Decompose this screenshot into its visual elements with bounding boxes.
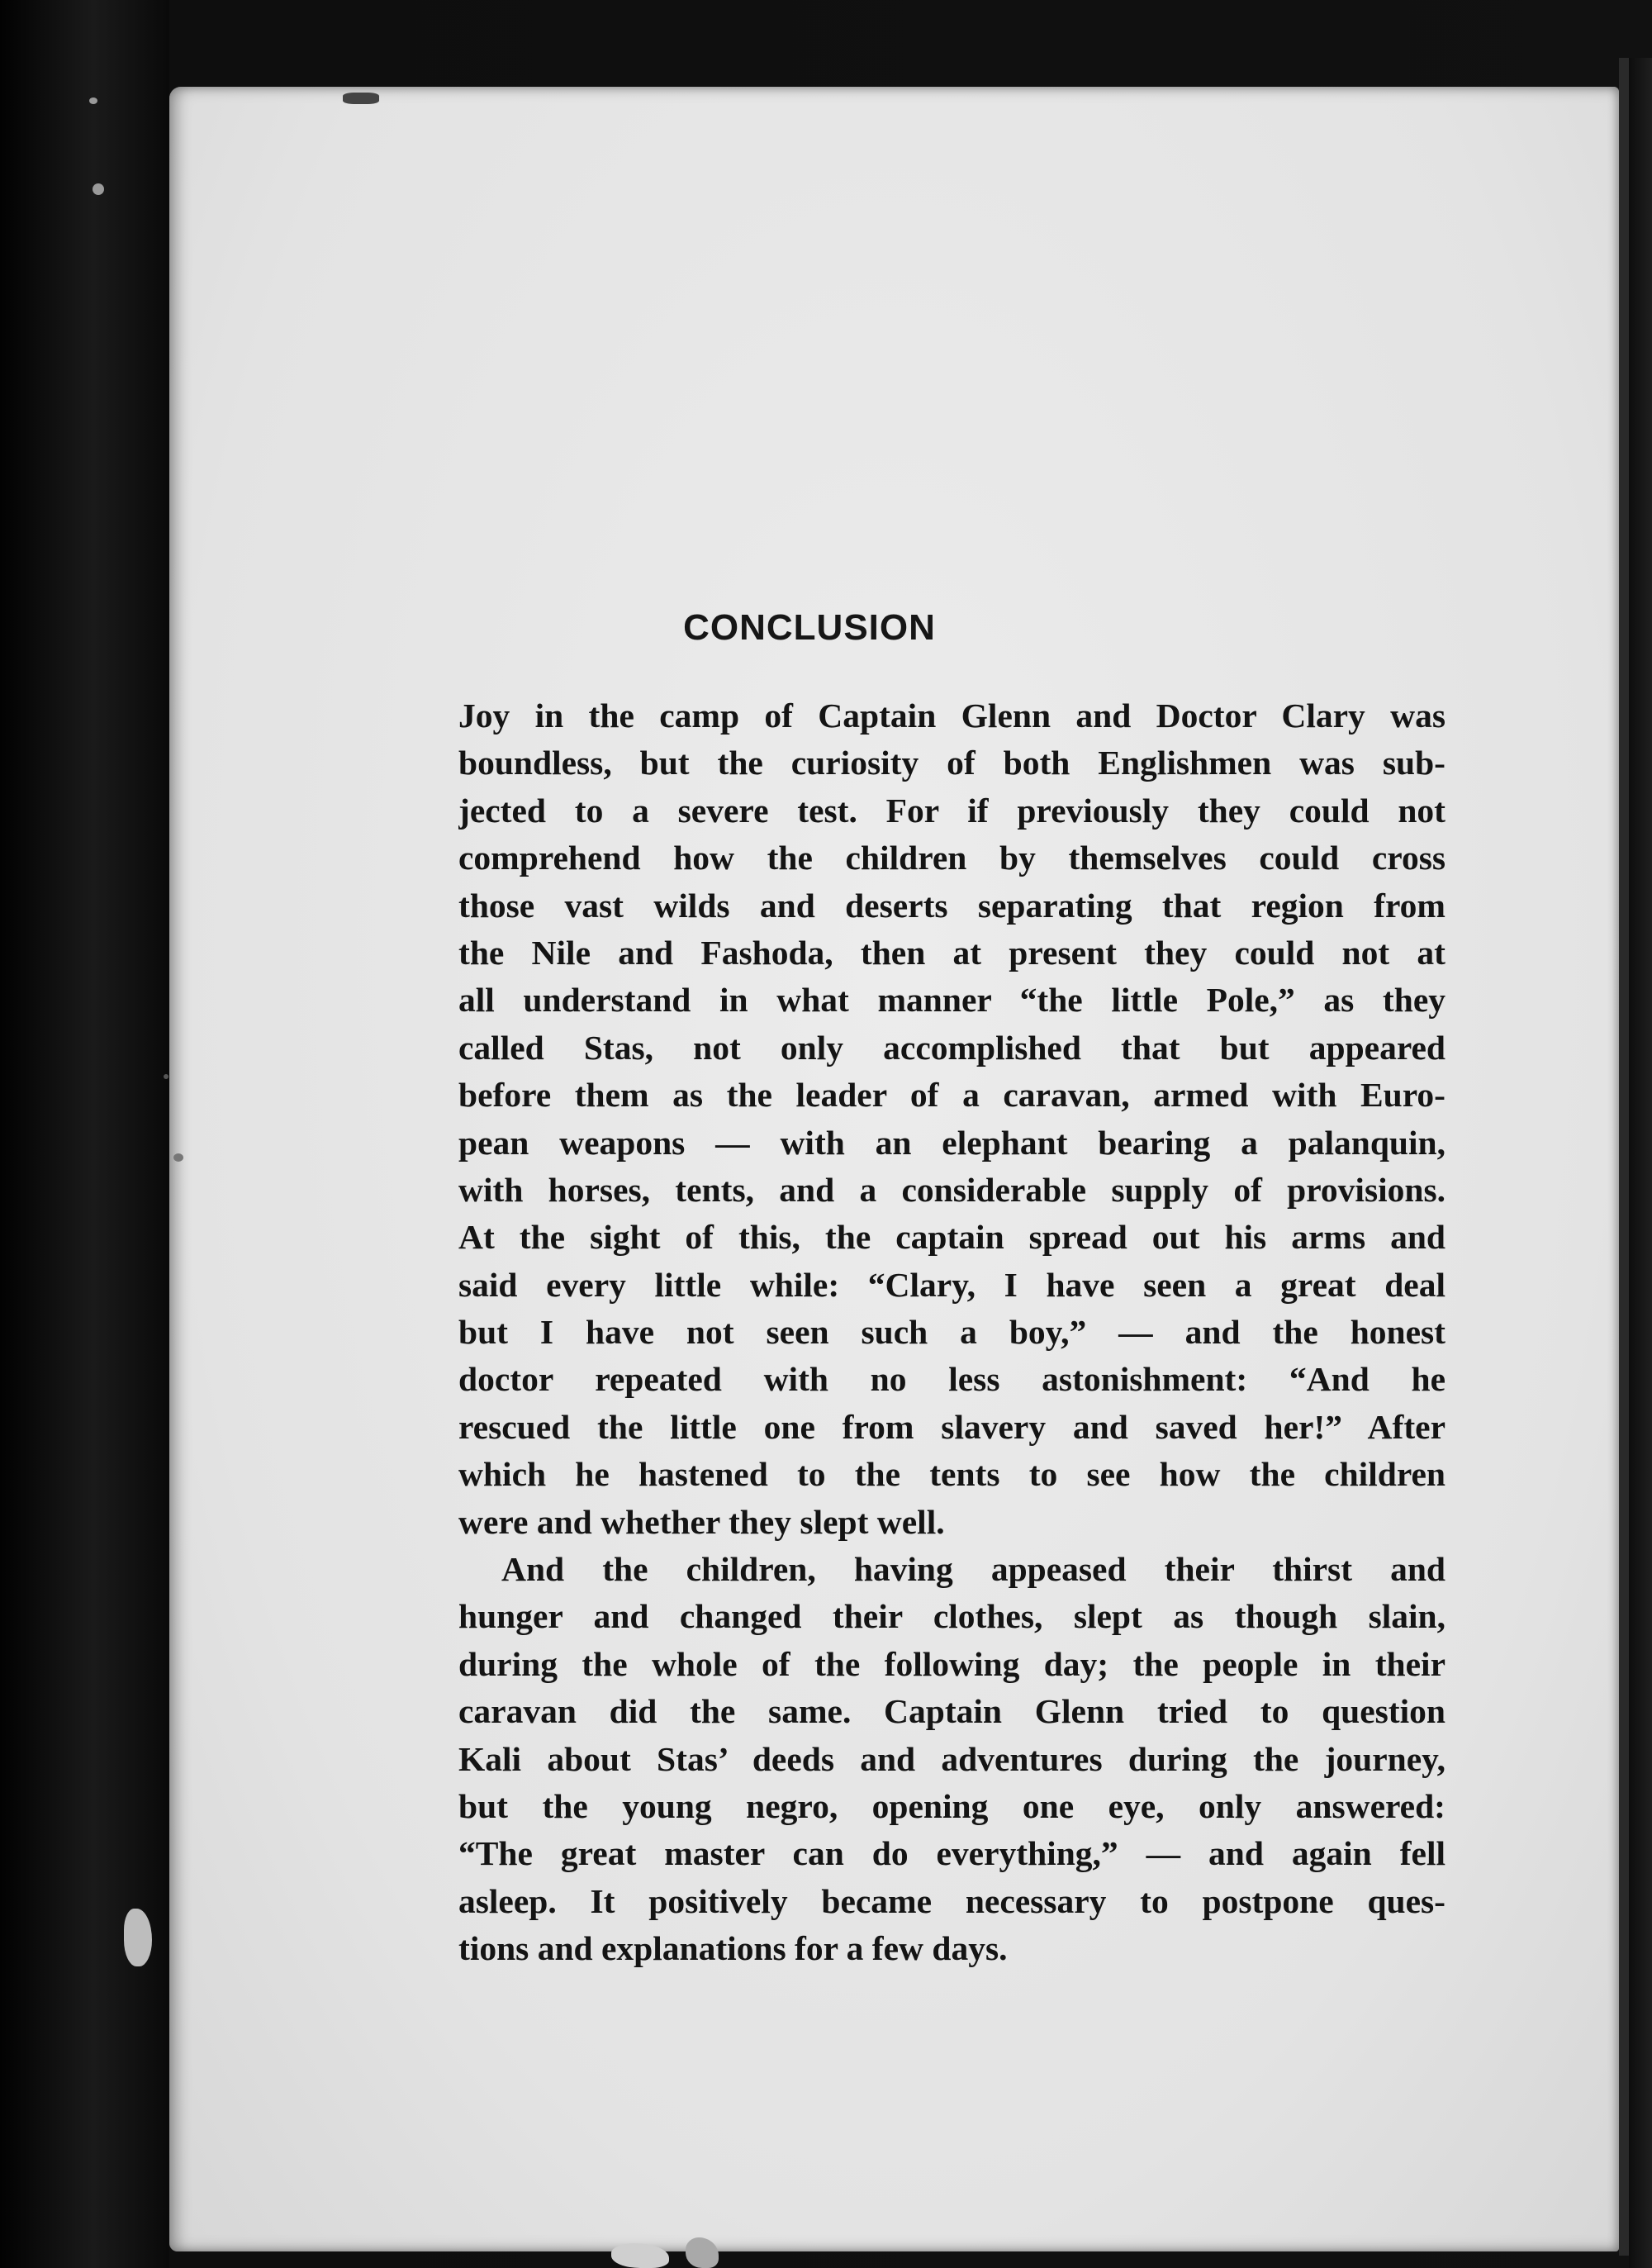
text-line: boundless, but the curiosity of both Englishmen was sub-	[458, 744, 1446, 782]
scan-speck	[343, 93, 379, 104]
text-line: comprehend how the children by themselves could cross	[458, 839, 1446, 877]
text-line: with horses, tents, and a considerable supply of provisions.	[458, 1170, 1446, 1209]
scan-speck	[93, 183, 104, 195]
text-line: during the whole of the following day; the people in their	[458, 1644, 1446, 1683]
chapter-title: CONCLUSION	[683, 607, 936, 648]
scan-speck	[173, 1153, 183, 1162]
text-line: asleep. It positively became necessary to postpone ques-	[458, 1881, 1446, 1920]
paragraph	[458, 692, 1446, 1546]
scan-speck	[89, 97, 97, 104]
scan-border-right	[1629, 58, 1652, 2268]
text-line: caravan did the same. Captain Glenn tried to question	[458, 1692, 1446, 1731]
text-line: but the young negro, opening one eye, only answered:	[458, 1786, 1446, 1825]
text-line: At the sight of this, the captain spread out his arms and	[458, 1218, 1446, 1257]
text-line: rescued the little one from slavery and saved her!” After	[458, 1407, 1446, 1446]
page-edge	[1619, 58, 1629, 2256]
text-line: hunger and changed their clothes, slept as though slain,	[458, 1597, 1446, 1636]
text-line: “The great master can do everything,” — and again fell	[458, 1834, 1446, 1873]
text-line: which he hastened to the tents to see how the children	[458, 1455, 1446, 1494]
text-line: jected to a severe test. For if previously they could not	[458, 791, 1446, 830]
text-line: Joy in the camp of Captain Glenn and Doctor Clary was	[458, 697, 1446, 735]
text-line: called Stas, not only accomplished that but appeared	[458, 1028, 1446, 1067]
text-line: all understand in what manner “the little Pole,” as they	[458, 981, 1446, 1020]
text-line: the Nile and Fashoda, then at present they could not at	[458, 933, 1446, 972]
text-line: doctor repeated with no less astonishment: “And he	[458, 1360, 1446, 1399]
text-line: those vast wilds and deserts separating that region from	[458, 886, 1446, 925]
text-line: pean weapons — with an elephant bearing a palanquin,	[458, 1123, 1446, 1162]
body-text	[458, 692, 1446, 1973]
text-line: And the children, having appeased their thirst and	[501, 1550, 1446, 1589]
text-line: said every little while: “Clary, I have seen a great deal	[458, 1265, 1446, 1304]
text-line: before them as the leader of a caravan, armed with Euro-	[458, 1076, 1446, 1115]
paragraph	[458, 1546, 1446, 1973]
text-line: were and whether they slept well.	[458, 1502, 945, 1541]
scan-speck	[164, 1074, 169, 1079]
text-line: tions and explanations for a few days.	[458, 1929, 1008, 1968]
text-line: but I have not seen such a boy,” — and the honest	[458, 1313, 1446, 1352]
text-line: Kali about Stas’ deeds and adventures during the journey,	[458, 1739, 1446, 1778]
